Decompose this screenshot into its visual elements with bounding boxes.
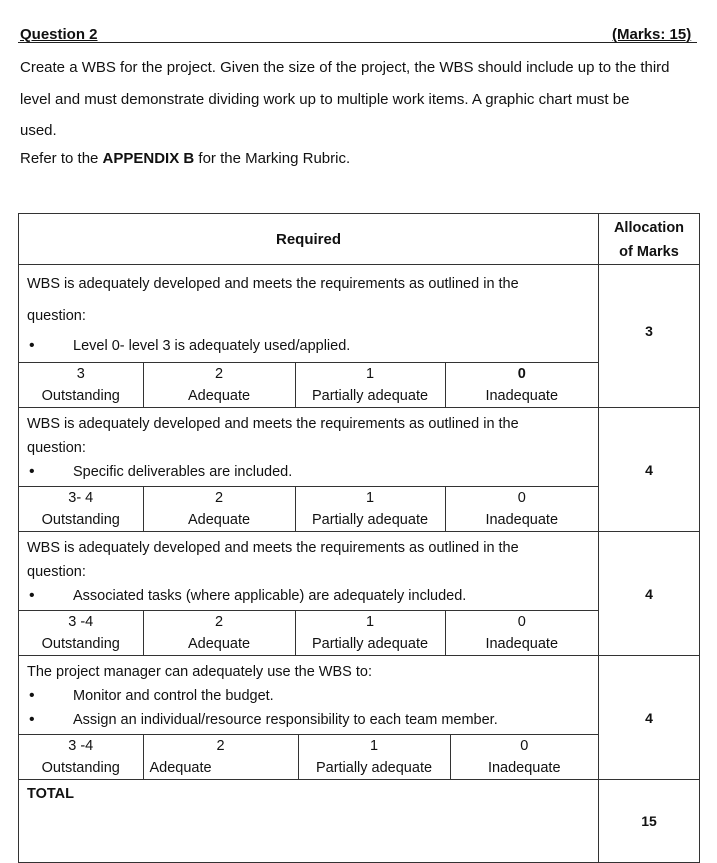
rating-label: Partially adequate: [311, 512, 429, 528]
rating-label: Partially adequate: [315, 760, 433, 776]
rating-label: Outstanding: [41, 388, 120, 404]
rating-label: Adequate: [187, 512, 251, 528]
score-value: 1 Partially adequate: [298, 735, 450, 780]
rubric-row: [19, 532, 700, 656]
criterion-cell: [19, 532, 599, 656]
score-value: 1 Partially adequate: [295, 363, 445, 408]
criterion-bullet: • Specific deliverables are included.: [27, 460, 590, 484]
criterion-text: question:: [27, 308, 86, 324]
score-value: 2 Adequate: [143, 735, 298, 780]
criterion-bullet: • Monitor and control the budget.: [27, 684, 590, 708]
score-value: 3 -4 Outstanding: [19, 735, 143, 780]
rubric-row: [19, 408, 700, 532]
rating-label: Partially adequate: [311, 388, 429, 404]
allocation-header: Allocation of Marks: [599, 214, 700, 265]
question-marks: (Marks: 15): [612, 26, 692, 43]
rating-label: Outstanding: [41, 636, 120, 652]
score-value: 2 Adequate: [143, 487, 295, 532]
score-value: 0 Inadequate: [445, 611, 598, 656]
criterion-cell: [19, 408, 599, 532]
rating-label: Inadequate: [485, 512, 559, 528]
question-title: Question 2: [20, 26, 98, 43]
header-rule: [18, 42, 697, 43]
allocation-marks: 3: [599, 265, 700, 408]
criterion-text: question:: [27, 564, 86, 580]
appendix-label: APPENDIX B: [102, 150, 195, 167]
rubric-row: [19, 265, 700, 408]
score-scale: [19, 734, 598, 779]
criterion-cell: [19, 265, 599, 408]
score-scale: [19, 486, 598, 531]
allocation-marks: 4: [599, 408, 700, 532]
rubric-row: [19, 656, 700, 780]
rating-label: Inadequate: [485, 388, 559, 404]
score-value: 3- 4 Outstanding: [19, 487, 143, 532]
rating-label: Outstanding: [41, 512, 120, 528]
total-label: TOTAL: [19, 780, 599, 863]
score-value: 1 Partially adequate: [295, 611, 445, 656]
allocation-marks: 4: [599, 532, 700, 656]
rating-label: Inadequate: [487, 760, 561, 776]
score-value: 2 Adequate: [143, 363, 295, 408]
criterion-text: WBS is adequately developed and meets the requirements as outlined in the: [27, 416, 519, 432]
rating-label: Outstanding: [41, 760, 120, 776]
instruction-line: Create a WBS for the project. Given the size of the project, the WBS should include up to the third: [20, 59, 670, 76]
criterion-bullet: • Level 0- level 3 is adequately used/applied.: [27, 332, 590, 360]
rating-label: Adequate: [187, 388, 251, 404]
score-value: 2 Adequate: [143, 611, 295, 656]
score-scale: [19, 362, 598, 407]
score-value: 3 Outstanding: [19, 363, 143, 408]
score-scale: [19, 610, 598, 655]
criterion-text: WBS is adequately developed and meets the requirements as outlined in the: [27, 276, 519, 292]
score-value: 3 -4 Outstanding: [19, 611, 143, 656]
total-value: 15: [599, 780, 700, 863]
instruction-line: used.: [20, 122, 57, 139]
rating-label: Adequate: [187, 636, 251, 652]
allocation-marks: 4: [599, 656, 700, 780]
instructions: [20, 52, 700, 147]
table-header-row: [19, 214, 700, 265]
required-header: Required: [19, 214, 599, 265]
rating-label: Inadequate: [485, 636, 559, 652]
marking-rubric-table: [18, 213, 700, 863]
criterion-cell: [19, 656, 599, 780]
score-value: 0 Inadequate: [445, 363, 598, 408]
criterion-bullet: • Assign an individual/resource responsibility to each team member.: [27, 708, 590, 732]
total-row: [19, 780, 700, 863]
rating-label: Partially adequate: [311, 636, 429, 652]
criterion-text: question:: [27, 440, 86, 456]
criterion-bullet: • Associated tasks (where applicable) are adequately included.: [27, 584, 590, 608]
criterion-text: WBS is adequately developed and meets the requirements as outlined in the: [27, 540, 519, 556]
score-value: 0 Inadequate: [450, 735, 598, 780]
instruction-line: level and must demonstrate dividing work up to multiple work items. A graphic chart must be: [20, 90, 630, 108]
criterion-text: The project manager can adequately use the WBS to:: [27, 664, 372, 680]
rubric-reference: Refer to the APPENDIX B for the Marking Rubric.: [20, 150, 351, 167]
score-value: 0 Inadequate: [445, 487, 598, 532]
score-value: 1 Partially adequate: [295, 487, 445, 532]
rating-label: Adequate: [149, 760, 212, 776]
